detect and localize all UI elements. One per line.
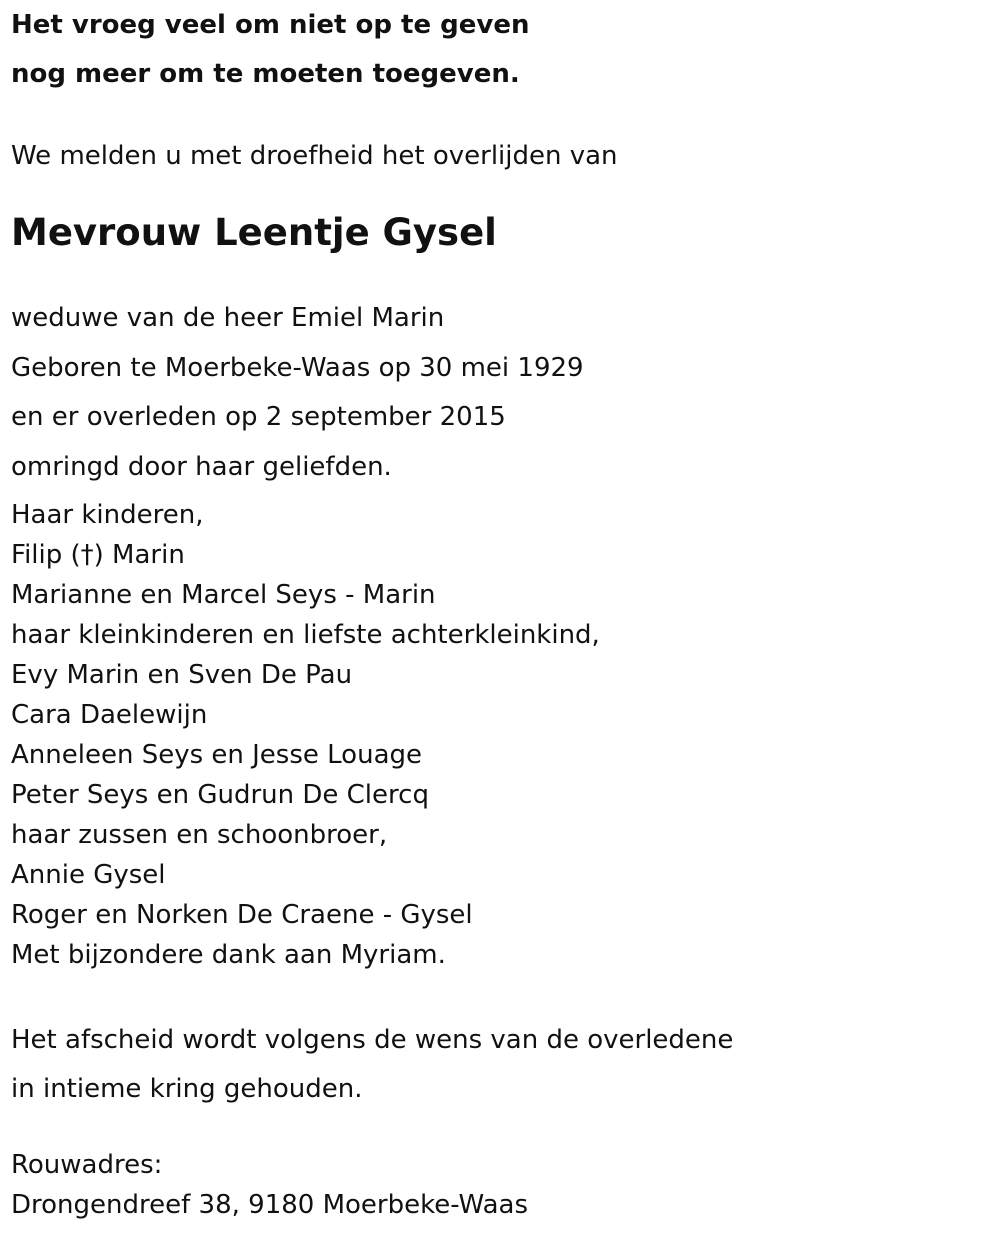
mourning-address [11,1145,991,1225]
fact-death: en er overleden op 2 september 2015 [11,402,506,433]
fact-surrounded: omringd door haar geliefden. [11,452,392,483]
intro-text: We melden u met droefheid het overlijden van [11,141,618,171]
family-line: Evy Marin en Sven De Pau [11,659,353,690]
farewell-text [11,1016,991,1114]
fact-birth: Geboren te Moerbeke-Waas op 30 mei 1929 [11,352,584,383]
family-line: Met bijzondere dank aan Myriam. [11,939,446,970]
family-line: Anneleen Seys en Jesse Louage [11,739,422,770]
family-list [11,495,991,975]
motto [11,0,991,99]
farewell-line-1: Het afscheid wordt volgens de wens van de overledene [11,1024,734,1055]
family-line: Annie Gysel [11,859,166,890]
family-line: Marianne en Marcel Seys - Marin [11,579,436,610]
family-line: Cara Daelewijn [11,699,208,730]
family-line: haar zussen en schoonbroer, [11,819,388,850]
life-facts [11,294,991,493]
farewell-line-2: in intieme kring gehouden. [11,1073,363,1104]
family-line: Peter Seys en Gudrun De Clercq [11,779,429,810]
family-line: haar kleinkinderen en liefste achterkleinkind, [11,619,600,650]
family-line: Filip (†) Marin [11,539,185,570]
motto-line-2: nog meer om te moeten toegeven. [11,59,520,89]
motto-line-1: Het vroeg veel om niet op te geven [11,10,530,40]
fact-spouse: weduwe van de heer Emiel Marin [11,303,445,333]
family-line: Roger en Norken De Craene - Gysel [11,899,473,930]
address-value: Drongendreef 38, 9180 Moerbeke-Waas [11,1189,529,1220]
family-line: Haar kinderen, [11,499,204,530]
address-label: Rouwadres: [11,1149,163,1180]
obituary-notice [11,0,991,1225]
deceased-name: Mevrouw Leentje Gysel [11,211,497,254]
